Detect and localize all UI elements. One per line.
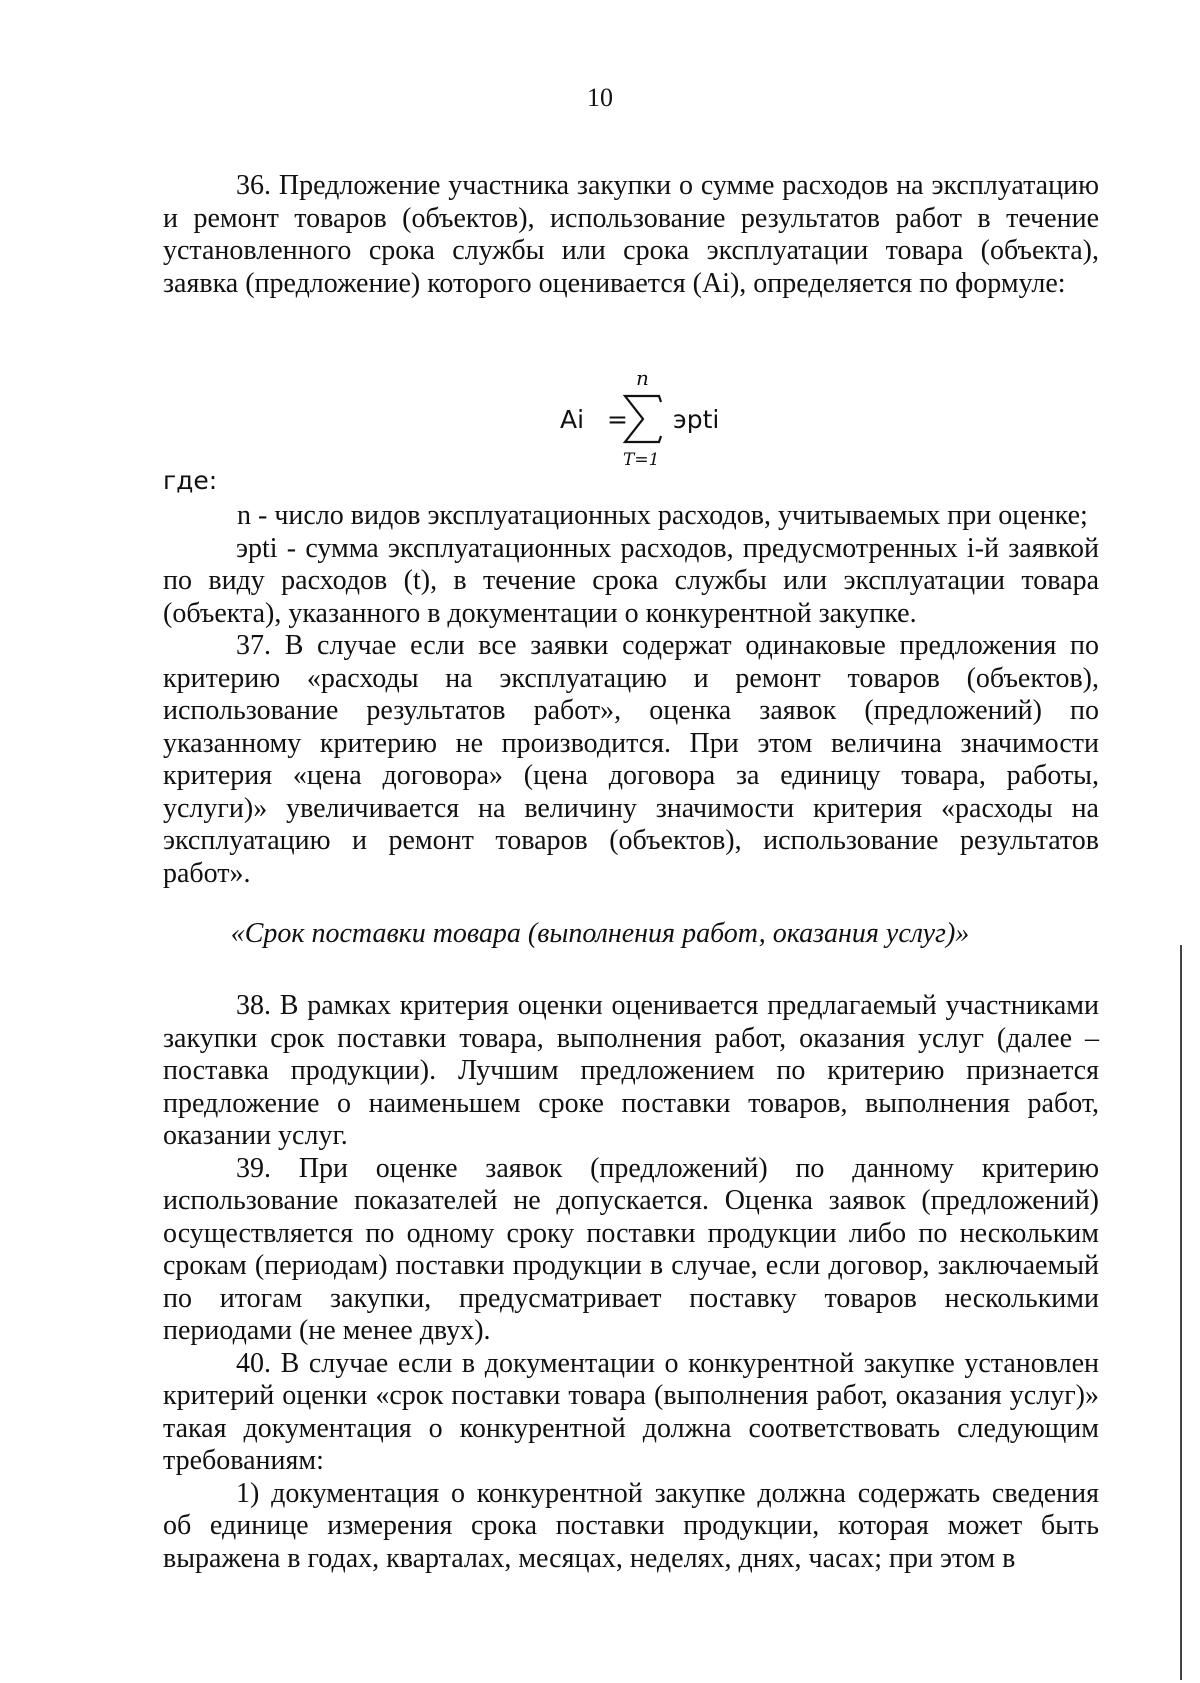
- formula-term: эpti: [673, 405, 720, 434]
- paragraph-38: 38. В рамках критерия оценки оценивается предлагаемый участниками закупки срок поставки товара, выполнения работ, оказания услуг (далее – поставка продукции). Лучшим предложением по критерию признается предложение о наименьшем сроке поставки товаров, выполнения работ, оказании услуг.: [163, 990, 1099, 1151]
- paragraph-block-bottom: [163, 990, 1099, 1575]
- definitions-block: [163, 500, 1099, 890]
- paragraph-39: 39. При оценке заявок (предложений) по данному критерию использование показателей не допускается. Оценка заявок (предложений) осуществляется по одному сроку поставки продукции либо по нескольким срокам (периодам) поставки продукции в случае, если договор, заключаемый по итогам закупки, предусматривает поставку товаров несколькими периодами (не менее двух).: [163, 1152, 1099, 1346]
- section-heading: «Срок поставки товара (выполнения работ, оказания услуг)»: [230, 918, 970, 949]
- formula-lhs: Ai: [560, 405, 585, 434]
- page-number: 10: [587, 83, 613, 112]
- definition-epti: эpti - сумма эксплуатационных расходов, предусмотренных i-й заявкой по виду расходов (t), в течение срока службы или эксплуатации товара (объекта), указанного в документации о конкурентной закупке.: [163, 532, 1099, 629]
- formula-equals: =: [607, 405, 628, 434]
- paragraph-40: 40. В случае если в документации о конкурентной закупке установлен критерий оценки «срок поставки товара (выполнения работ, оказания услуг)» такая документация о конкурентной должна соответствовать следующим требованиям:: [163, 1347, 1099, 1476]
- paragraph-block-top: [163, 170, 1099, 300]
- paragraph-36: 36. Предложение участника закупки о сумме расходов на эксплуатацию и ремонт товаров (объектов), использование результатов работ в течение установленного срока службы или срока эксплуатации товара (объекта), заявка (предложение) которого оценивается (Ai), определяется по формуле:: [163, 170, 1099, 299]
- sum-lower-limit: T=1: [623, 450, 660, 470]
- paragraph-40-item-1: 1) документация о конкурентной закупке должна содержать сведения об единице измерения срока поставки продукции, которая может быть выражена в годах, кварталах, месяцах, неделях, днях, часах; при этом в: [163, 1477, 1099, 1574]
- definition-n: n - число видов эксплуатационных расходов, учитываемых при оценке;: [237, 500, 1088, 531]
- paragraph-37: 37. В случае если все заявки содержат одинаковые предложения по критерию «расходы на эксплуатацию и ремонт товаров (объектов), использование результатов работ», оценка заявок (предложений) по указанному критерию не производится. При этом величина значимости критерия «цена договора» (цена договора за единицу товара, работы, услуги)» увеличивается на величину значимости критерия «расходы на эксплуатацию и ремонт товаров (объектов), использование результатов работ».: [163, 630, 1099, 889]
- scan-margin-line: [1180, 945, 1182, 1680]
- sum-upper-limit: n: [636, 366, 649, 390]
- summation-sign-icon: [622, 394, 664, 444]
- where-label: где:: [163, 466, 218, 495]
